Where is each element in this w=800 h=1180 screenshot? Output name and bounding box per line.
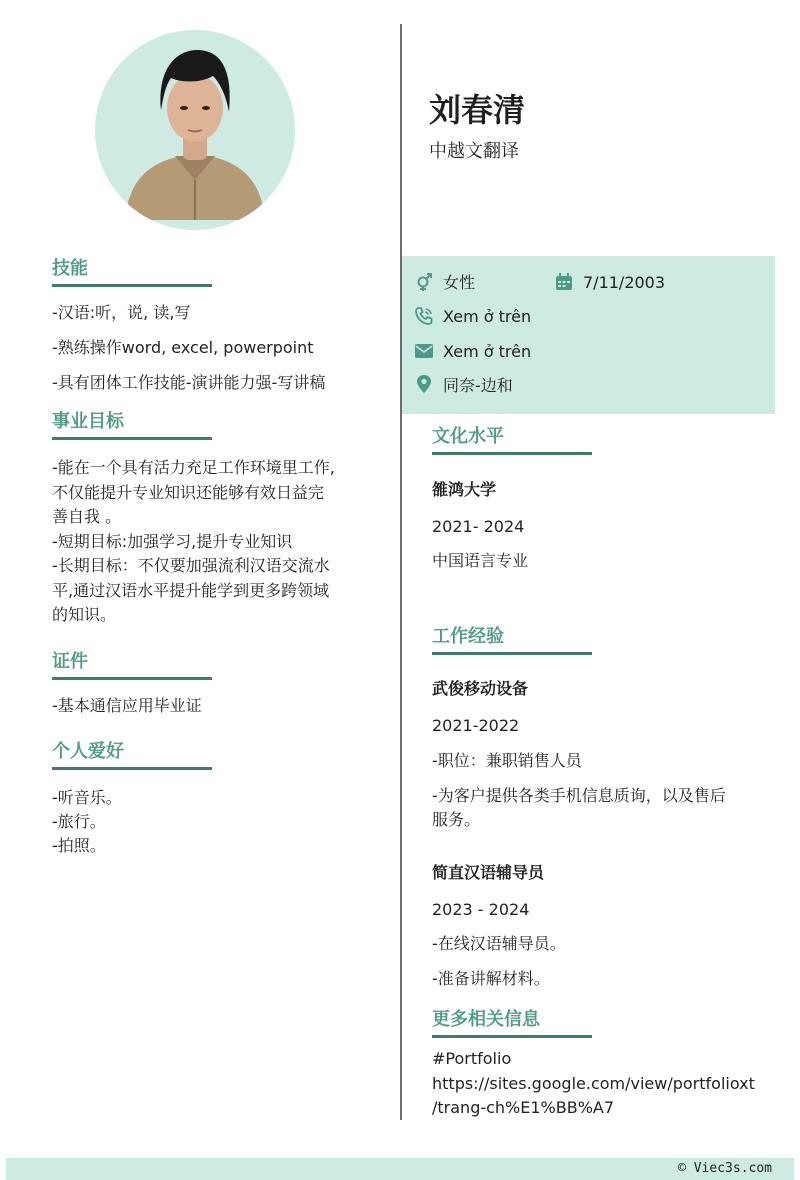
footer-credit: © Viec3s.com [678,1161,772,1176]
career-goal-line: -能在一个具有活力充足工作环境里工作, [52,458,335,477]
job-detail: -职位：兼职销售人员 [432,751,582,770]
hobby-item: -旅行。 [52,812,106,831]
footer-bar [6,1158,794,1180]
address-value: 同奈-边和 [443,376,513,395]
phone-value: Xem ở trên [443,307,532,326]
skill-item: -熟练操作word, excel, powerpoint [52,338,314,357]
certificate-item: -基本通信应用毕业证 [52,696,202,715]
more-info-line: #Portfolio [432,1049,512,1068]
more-info-heading: 更多相关信息 [432,1009,592,1038]
career-goal-line: 平,通过汉语水平提升能学到更多跨领域 [52,581,330,600]
portfolio-link-continued[interactable]: /trang-ch%E1%BB%A7 [432,1098,615,1117]
job-company: 武俊移动设备 [432,679,529,698]
gender-icon [414,272,434,292]
phone-icon [414,306,434,326]
certificates-heading: 证件 [52,651,212,680]
job-detail: -准备讲解材料。 [432,969,550,988]
hobby-item: -拍照。 [52,836,106,855]
job-company: 简直汉语辅导员 [432,863,545,882]
job-period: 2023 - 2024 [432,900,530,919]
contact-info-panel [402,256,775,414]
experience-heading: 工作经验 [432,626,592,655]
education-period: 2021- 2024 [432,517,525,536]
skills-heading: 技能 [52,258,212,287]
calendar-icon [554,272,574,292]
hobby-item: -听音乐。 [52,788,122,807]
career-goal-line: 的知识。 [52,605,117,624]
job-detail: -为客户提供各类手机信息质询，以及售后 [432,786,726,805]
career-goal-line: -长期目标：不仅要加强流利汉语交流水 [52,556,330,575]
career-goal-line: 善自我 。 [52,507,122,526]
hobbies-heading: 个人爱好 [52,741,212,770]
school-name: 雒鸿大学 [432,480,497,499]
profile-photo [95,30,295,230]
email-icon [414,341,434,361]
birthdate-value: 7/11/2003 [583,273,666,292]
location-icon [414,374,434,394]
career-goal-heading: 事业目标 [52,411,212,440]
skill-item: -汉语:听，说, 读,写 [52,303,191,322]
skill-item: -具有团体工作技能-演讲能力强-写讲稿 [52,373,326,392]
column-divider [400,24,402,1120]
job-detail: 服务。 [432,810,481,829]
career-goal-line: 不仅能提升专业知识还能够有效日益完 [52,483,325,502]
job-detail: -在线汉语辅导员。 [432,934,566,953]
education-heading: 文化水平 [432,426,592,455]
job-title: 中越文翻译 [429,141,519,162]
job-period: 2021-2022 [432,716,520,735]
gender-value: 女性 [443,273,476,292]
portfolio-link[interactable]: https://sites.google.com/view/portfolioxt [432,1074,755,1093]
education-major: 中国语言专业 [432,551,529,570]
candidate-name: 刘春清 [429,91,526,129]
email-value: Xem ở trên [443,342,532,361]
career-goal-line: -短期目标:加强学习,提升专业知识 [52,532,293,551]
